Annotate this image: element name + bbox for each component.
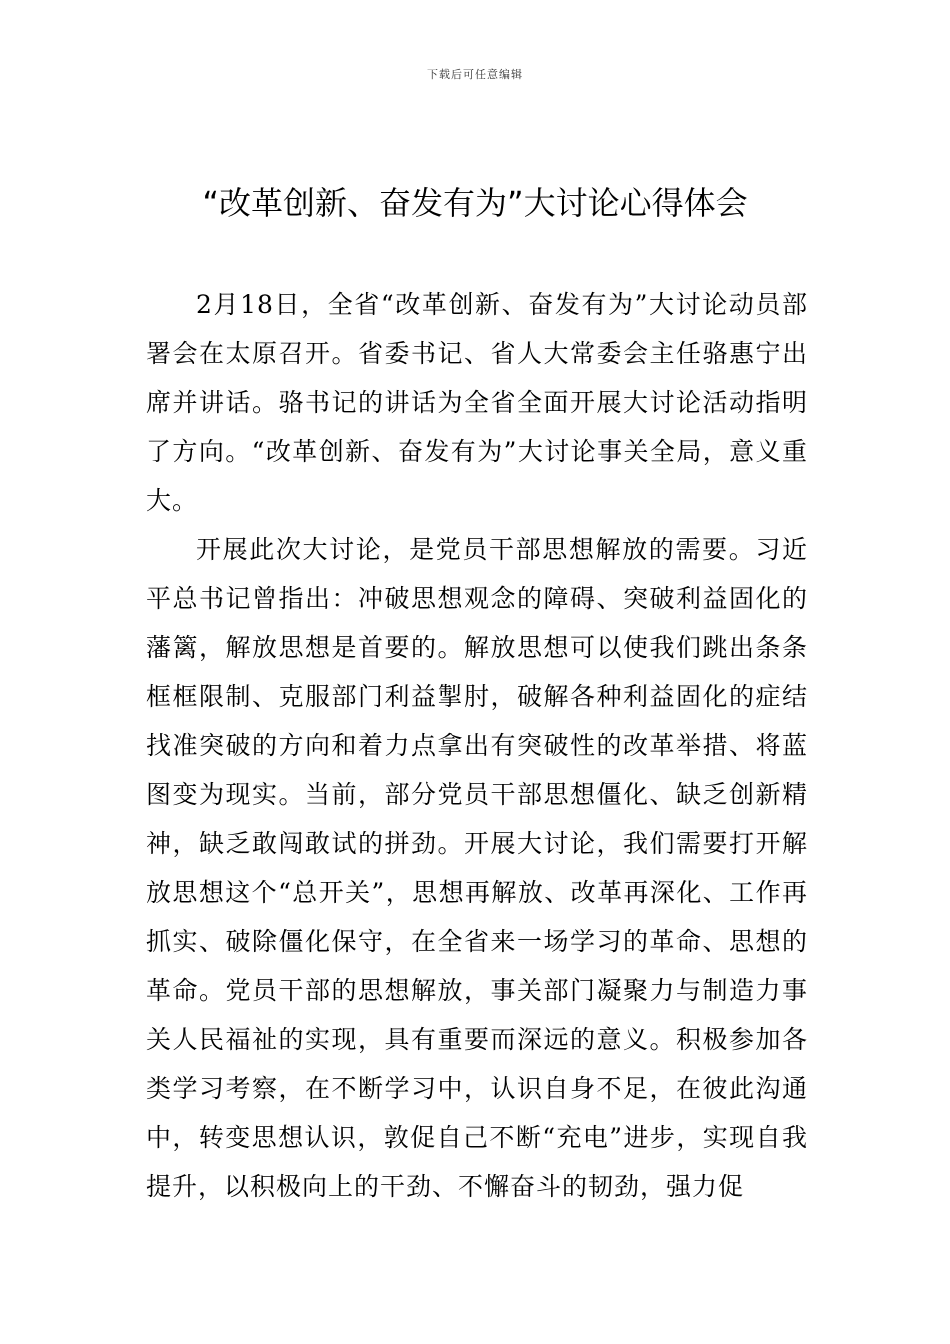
document-body — [146, 280, 808, 1211]
document-title: “改革创新、奋发有为”大讨论心得体会 — [202, 184, 748, 222]
page-header: 下载后可任意编辑 — [427, 68, 523, 81]
paragraph-1: 2月18日，全省“改革创新、奋发有为”大讨论动员部署会在太原召开。省委书记、省人大常委会主任骆惠宁出席并讲话。骆书记的讲话为全省全面开展大讨论活动指明了方向。“改革创新、奋发有为”大讨论事关全局，意义重大。 — [146, 290, 808, 515]
paragraph-2: 开展此次大讨论，是党员干部思想解放的需要。习近平总书记曾指出：冲破思想观念的障碍、突破利益固化的藩篱，解放思想是首要的。解放思想可以使我们跳出条条框框限制、克服部门利益掣肘，破解各种利益固化的症结找准突破的方向和着力点拿出有突破性的改革举措、将蓝图变为现实。当前，部分党员干部思想僵化、缺乏创新精神，缺乏敢闯敢试的拼劲。开展大讨论，我们需要打开解放思想这个“总开关”，思想再解放、改革再深化、工作再抓实、破除僵化保守，在全省来一场学习的革命、思想的革命。党员干部的思想解放，事关部门凝聚力与制造力事关人民福祉的实现，具有重要而深远的意义。积极参加各类学习考察，在不断学习中，认识自身不足，在彼此沟通中，转变思想认识，敦促自己不断“充电”进步，实现自我提升，以积极向上的干劲、不懈奋斗的韧劲，强力促 — [146, 535, 808, 1201]
